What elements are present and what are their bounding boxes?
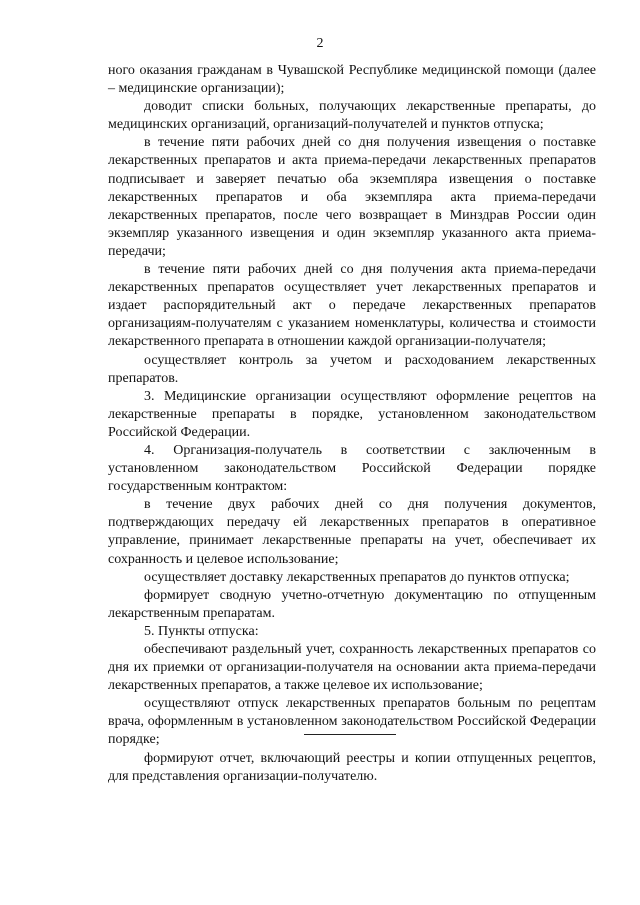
paragraph-continuation: ного оказания гражданам в Чувашской Республике медицинской помощи (далее – медицинские организации); [108,63,596,97]
paragraph: осуществляет контроль за учетом и расходованием лекарственных препаратов. [108,352,596,386]
paragraph: осуществляет доставку лекарственных препаратов до пунктов отпуска; [144,569,570,585]
paragraph: в течение пяти рабочих дней со дня получения извещения о поставке лекарственных препаратов и акта приема-передачи лекарственных препаратов подписывает и заверяет печатью оба экземпляра извещения о поставке лекарственных препаратов и оба экземпляра акта приема-передачи лекарственных препаратов, после чего возвращает в Минздрав России один экземпляр указанного извещения и один экземпляр указанного акта приема-передачи; [108,135,596,259]
paragraph-section-3: 3. Медицинские организации осуществляют оформление рецептов на лекарственные препараты в порядке, установленном законодательством Российской Федерации. [108,388,596,440]
paragraph-section-5: 5. Пункты отпуска: [144,623,259,639]
page-number: 2 [316,36,324,51]
paragraph-section-4: 4. Организация-получатель в соответствии с заключенным в установленном законодательством Российской Федерации порядке государственным контрактом: [108,442,596,495]
document-body [108,62,596,786]
paragraph: в течение двух рабочих дней со дня получения документов, подтверждающих передачу ей лекарственных препаратов в оперативное управление, принимает лекарственные препараты на учет, обеспечивает их сохранность и целевое использование; [108,497,596,567]
paragraph: обеспечивают раздельный учет, сохранность лекарственных препаратов со дня их приемки от организации-получателя на основании акта приема-передачи лекарственных препаратов, а также целевое их использование; [108,642,596,694]
paragraph: доводит списки больных, получающих лекарственные препараты, до медицинских организаций, организаций-получателей и пунктов отпуска; [108,99,596,133]
paragraph: формируют отчет, включающий реестры и копии отпущенных рецептов, для представления организации-получателю. [108,750,596,784]
paragraph: формирует сводную учетно-отчетную документацию по отпущенным лекарственным препаратам. [108,587,596,621]
end-separator-line [304,734,396,735]
paragraph: в течение пяти рабочих дней со дня получения акта приема-передачи лекарственных препаратов осуществляет учет лекарственных препаратов и издает распорядительный акт о передаче лекарственных препаратов организациям-получателям с указанием номенклатуры, количества и стоимости лекарственного препарата в отношении каждой организации-получателя; [108,262,596,350]
paragraph: осуществляют отпуск лекарственных препаратов больным по рецептам врача, оформленным в установленном законодательством Российской Федерации порядке; [108,696,596,748]
